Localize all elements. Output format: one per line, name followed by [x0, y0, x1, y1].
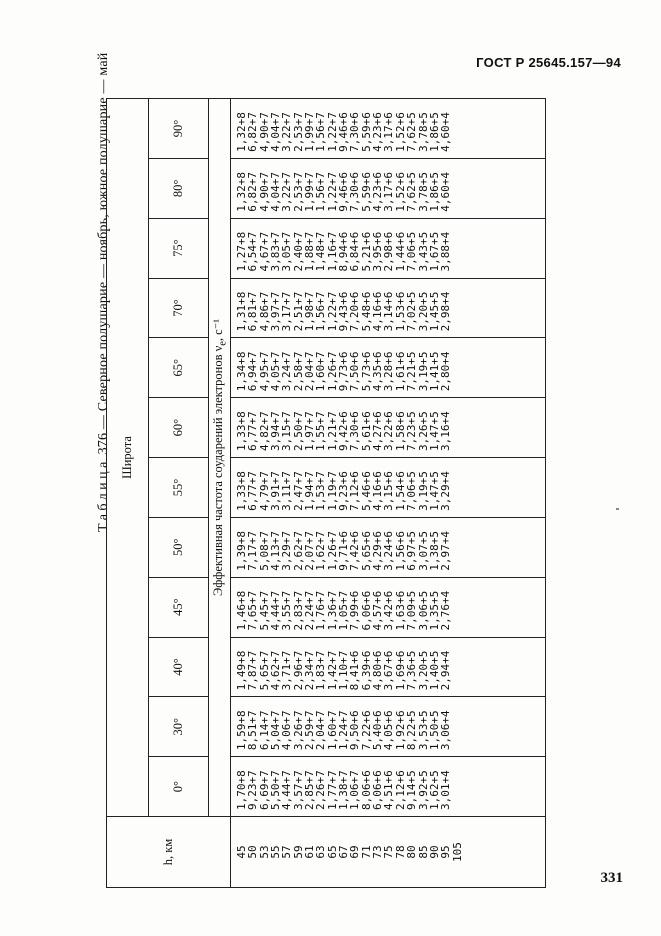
- value-cell: 1,33+8: [235, 471, 248, 511]
- value-cell: 1,05+7: [337, 590, 351, 631]
- value-column: [231, 697, 546, 757]
- value-cell: 3,16+4: [439, 411, 453, 452]
- value-cell: 4,86+7: [257, 291, 271, 332]
- value-cell: 7,17+7: [246, 530, 260, 571]
- value-cell: 3,17+6: [382, 112, 396, 152]
- value-cell: 9,23+7: [246, 770, 260, 810]
- value-cell: 1,41+5: [427, 351, 441, 392]
- value-cell: 2,59+7: [303, 710, 317, 751]
- value-cell: 7,06+5: [405, 471, 419, 511]
- value-cell: 2,50+7: [291, 411, 305, 452]
- subheader-unit: , с⁻¹: [211, 318, 226, 342]
- value-cell: 3,78+5: [416, 112, 430, 152]
- value-cell: 3,26+5: [416, 411, 430, 452]
- value-cell: 2,62+7: [291, 530, 305, 571]
- scan-speck: [616, 508, 619, 510]
- data-table: [106, 98, 546, 888]
- value-cell: 7,23+5: [405, 411, 419, 452]
- value-cell: 5,73+6: [359, 351, 373, 392]
- value-column: [231, 99, 546, 159]
- value-cell: 2,40+7: [291, 231, 305, 272]
- value-cell: 7,06+5: [405, 231, 419, 272]
- value-cell: 8,06+6: [359, 770, 373, 810]
- value-cell: 5,08+7: [257, 530, 271, 571]
- value-cell: 4,57+6: [371, 590, 385, 631]
- value-cell: 5,45+7: [257, 590, 271, 631]
- value-cell: 1,86+5: [427, 112, 441, 152]
- value-cell: 4,04+7: [269, 112, 283, 152]
- value-cell: 1,53+6: [393, 291, 407, 332]
- value-column: [231, 458, 546, 518]
- value-cell: 1,63+6: [393, 590, 407, 631]
- value-cell: 2,58+7: [291, 351, 305, 392]
- value-cell: 3,29+7: [280, 530, 294, 571]
- value-cell: 4,05+7: [269, 351, 283, 392]
- value-cell: 1,99+7: [303, 112, 317, 152]
- value-cell: 1,24+7: [337, 710, 351, 751]
- value-cell: 7,30+6: [348, 171, 362, 212]
- value-cell: 1,38+7: [337, 770, 351, 810]
- value-cell: 3,19+5: [416, 351, 430, 392]
- value-column: [231, 577, 546, 637]
- value-cell: 3,26+7: [291, 710, 305, 751]
- value-cell: 8,41+6: [348, 650, 362, 691]
- value-cell: 3,55+7: [280, 590, 294, 631]
- value-cell: 8,51+7: [246, 710, 260, 751]
- height-column-header: h, км: [107, 817, 231, 888]
- value-cell: 1,47+5: [427, 471, 441, 511]
- value-cell: 7,09+5: [405, 590, 419, 631]
- value-cell: 4,60+4: [439, 112, 453, 152]
- value-cell: 1,36+7: [325, 590, 339, 631]
- value-cell: 3,22+7: [280, 171, 294, 212]
- value-cell: 9,71+6: [337, 530, 351, 571]
- value-cell: 1,45+5: [427, 291, 441, 332]
- value-cell: 4,44+7: [280, 770, 294, 810]
- value-cell: 1,59+8: [235, 710, 248, 751]
- value-cell: 8,22+5: [405, 710, 419, 751]
- value-cell: 4,27+6: [371, 411, 385, 452]
- value-cell: 6,77+7: [246, 471, 260, 511]
- value-cell: 2,47+7: [291, 471, 305, 511]
- value-cell: 1,06+7: [348, 770, 362, 810]
- value-cell: 2,53+7: [291, 171, 305, 212]
- heights-column: 45 50 53 55 57 59 61 63 65 67 69 71 73 75 78 80 85 90 95 105: [231, 817, 546, 888]
- value-cell: 4,80+6: [371, 650, 385, 691]
- value-cell: 3,91+7: [269, 471, 283, 511]
- value-cell: 7,20+6: [348, 291, 362, 332]
- value-cell: 7,21+5: [405, 351, 419, 392]
- value-cell: 1,88+7: [303, 231, 317, 272]
- page-number: 331: [600, 870, 623, 886]
- value-cell: 3,07+5: [416, 530, 430, 571]
- value-cell: 1,83+7: [314, 650, 328, 691]
- value-column: [231, 158, 546, 218]
- value-cell: 7,36+5: [405, 650, 419, 691]
- value-cell: 6,39+6: [359, 650, 373, 691]
- value-cell: 5,48+6: [359, 291, 373, 332]
- value-cell: 3,97+7: [269, 291, 283, 332]
- latitude-header: 40°: [149, 637, 209, 697]
- value-cell: 5,59+6: [359, 112, 373, 152]
- value-cell: 7,62+5: [405, 171, 419, 212]
- value-cell: 1,16+7: [325, 231, 339, 272]
- value-cell: 9,46+6: [337, 112, 351, 152]
- value-cell: 4,05+6: [382, 710, 396, 751]
- value-cell: 3,14+6: [382, 291, 396, 332]
- value-cell: 3,88+4: [439, 231, 453, 272]
- value-cell: 1,26+7: [325, 351, 339, 392]
- latitude-header: 90°: [149, 99, 209, 159]
- value-cell: 4,67+7: [257, 231, 271, 272]
- value-cell: 5,04+7: [269, 710, 283, 751]
- value-cell: 3,42+6: [382, 590, 396, 631]
- value-cell: 1,26+7: [325, 530, 339, 571]
- value-cell: 6,84+6: [348, 231, 362, 272]
- value-cell: 4,60+4: [439, 171, 453, 212]
- value-cell: 7,50+6: [348, 351, 362, 392]
- value-cell: 1,22+7: [325, 112, 339, 152]
- value-cell: 2,26+7: [314, 770, 328, 810]
- value-cell: 7,62+5: [405, 112, 419, 152]
- value-cell: 1,33+8: [235, 411, 248, 452]
- value-cell: 2,85+7: [303, 770, 317, 810]
- value-cell: 6,06+6: [359, 590, 373, 631]
- value-cell: 1,19+7: [325, 471, 339, 511]
- value-cell: 9,42+6: [337, 411, 351, 452]
- value-cell: 3,95+6: [371, 231, 385, 272]
- latitude-header: 55°: [149, 458, 209, 518]
- value-cell: 1,98+7: [303, 291, 317, 332]
- value-cell: 1,32+8: [235, 112, 248, 152]
- value-cell: 1,61+6: [393, 351, 407, 392]
- value-cell: 3,94+7: [269, 411, 283, 452]
- value-cell: 4,29+6: [371, 530, 385, 571]
- value-cell: 1,94+7: [303, 471, 317, 511]
- latitude-header: 60°: [149, 398, 209, 458]
- value-cell: 5,40+6: [371, 710, 385, 751]
- value-cell: 3,11+7: [280, 471, 294, 511]
- value-cell: 5,59+6: [359, 171, 373, 212]
- value-cell: 1,21+7: [325, 411, 339, 452]
- standard-header: ГОСТ Р 25645.157—94: [476, 55, 621, 70]
- subheader-text: Эффективная частота соударений электронов ν: [211, 345, 226, 597]
- value-cell: 9,50+6: [348, 710, 362, 751]
- value-cell: 1,86+5: [427, 171, 441, 212]
- value-cell: 1,52+6: [393, 112, 407, 152]
- value-cell: 1,70+8: [235, 770, 248, 810]
- latitude-header: 65°: [149, 338, 209, 398]
- value-cell: 4,35+6: [371, 351, 385, 392]
- value-cell: 2,53+7: [291, 112, 305, 152]
- value-cell: 3,17+6: [382, 171, 396, 212]
- value-cell: 1,38+5: [427, 530, 441, 571]
- value-cell: 7,30+6: [348, 411, 362, 452]
- value-cell: 9,23+6: [337, 471, 351, 511]
- value-cell: 1,48+7: [314, 231, 328, 272]
- value-cell: 1,67+5: [427, 231, 441, 272]
- value-cell: 1,54+6: [393, 471, 407, 511]
- value-cell: 3,20+5: [416, 650, 430, 691]
- value-cell: 4,23+6: [371, 112, 385, 152]
- value-column: [231, 398, 546, 458]
- value-cell: 4,13+7: [269, 530, 283, 571]
- value-cell: 2,76+4: [439, 590, 453, 631]
- value-cell: 3,19+5: [416, 471, 430, 511]
- value-cell: 3,57+7: [291, 770, 305, 810]
- value-cell: 1,60+7: [314, 351, 328, 392]
- value-cell: 7,65+7: [246, 590, 260, 631]
- value-cell: 3,78+5: [416, 171, 430, 212]
- value-cell: 2,12+6: [393, 770, 407, 810]
- value-cell: 1,77+7: [325, 770, 339, 810]
- value-cell: 1,53+7: [314, 471, 328, 511]
- value-cell: 7,22+6: [359, 710, 373, 751]
- value-cell: 1,97+7: [303, 411, 317, 452]
- caption-prefix: Таблица: [96, 458, 111, 532]
- subheader-subscript: e: [217, 341, 229, 346]
- caption-text: — Северное полушарие — ноябрь, южное полушарие — май: [96, 52, 111, 430]
- value-cell: 3,24+6: [382, 530, 396, 571]
- table-frame: [106, 98, 546, 888]
- table-body-row: [231, 99, 546, 888]
- value-cell: 5,65+7: [257, 650, 271, 691]
- latitude-header-row: [149, 99, 209, 888]
- value-cell: 9,43+6: [337, 291, 351, 332]
- value-cell: 1,92+6: [393, 710, 407, 751]
- value-cell: 4,62+7: [269, 650, 283, 691]
- value-cell: 8,94+6: [337, 231, 351, 272]
- latitude-group-header: Широта: [107, 99, 149, 817]
- value-column: [231, 218, 546, 278]
- value-cell: 1,58+6: [393, 411, 407, 452]
- value-cell: 1,56+7: [314, 171, 328, 212]
- value-cell: 6,82+7: [246, 112, 260, 152]
- value-cell: 3,17+7: [280, 291, 294, 332]
- latitude-header: 45°: [149, 577, 209, 637]
- value-cell: 6,77+7: [246, 411, 260, 452]
- value-cell: 9,46+6: [337, 171, 351, 212]
- value-cell: 1,56+7: [314, 291, 328, 332]
- value-cell: 1,27+8: [235, 231, 248, 272]
- value-cell: 1,47+5: [427, 411, 441, 452]
- value-cell: 1,44+6: [393, 231, 407, 272]
- value-cell: 1,52+6: [393, 171, 407, 212]
- value-column: [231, 278, 546, 338]
- value-cell: 1,49+8: [235, 650, 248, 691]
- value-cell: 6,94+7: [246, 351, 260, 392]
- value-cell: 1,69+6: [393, 650, 407, 691]
- value-cell: 1,62+7: [314, 530, 328, 571]
- value-cell: 7,87+7: [246, 650, 260, 691]
- value-column: [231, 338, 546, 398]
- value-cell: 5,50+7: [269, 770, 283, 810]
- value-cell: 2,24+7: [303, 590, 317, 631]
- value-cell: 1,39+8: [235, 530, 248, 571]
- value-cell: 4,16+6: [371, 291, 385, 332]
- latitude-header: 0°: [149, 757, 209, 817]
- value-cell: 1,22+7: [325, 171, 339, 212]
- latitude-header: 70°: [149, 278, 209, 338]
- value-cell: 7,42+6: [348, 530, 362, 571]
- value-cell: 4,79+7: [257, 471, 271, 511]
- value-cell: 3,06+4: [439, 710, 453, 751]
- value-cell: 2,51+7: [291, 291, 305, 332]
- value-cell: 4,90+7: [257, 171, 271, 212]
- value-cell: 1,62+5: [427, 770, 441, 810]
- value-cell: 6,82+7: [246, 171, 260, 212]
- value-cell: 2,34+7: [303, 650, 317, 691]
- value-cell: 3,01+4: [439, 770, 453, 810]
- value-cell: 6,81+7: [246, 291, 260, 332]
- value-cell: 1,60+7: [325, 710, 339, 751]
- value-cell: 5,46+6: [359, 471, 373, 511]
- value-cell: 5,21+6: [359, 231, 373, 272]
- value-cell: 7,12+6: [348, 471, 362, 511]
- value-cell: 2,83+7: [291, 590, 305, 631]
- value-cell: 2,98+4: [439, 291, 453, 332]
- value-column: [231, 517, 546, 577]
- value-cell: 6,97+5: [405, 530, 419, 571]
- value-cell: 7,30+6: [348, 112, 362, 152]
- value-cell: 3,92+5: [416, 770, 430, 810]
- value-cell: 4,04+7: [269, 171, 283, 212]
- rotated-table-container: [106, 98, 546, 888]
- value-cell: 1,46+8: [235, 590, 248, 631]
- value-cell: 6,06+6: [371, 770, 385, 810]
- value-cell: 3,43+5: [416, 231, 430, 272]
- value-cell: 5,65+6: [359, 530, 373, 571]
- value-cell: 1,35+5: [427, 590, 441, 631]
- value-cell: 3,06+5: [416, 590, 430, 631]
- value-cell: 5,61+6: [359, 411, 373, 452]
- value-cell: 1,42+7: [325, 650, 339, 691]
- value-cell: 1,76+7: [314, 590, 328, 631]
- value-cell: 4,44+7: [269, 590, 283, 631]
- value-cell: 1,50+5: [427, 710, 441, 751]
- value-cell: 4,82+7: [257, 411, 271, 452]
- value-cell: 3,67+6: [382, 650, 396, 691]
- value-cell: 7,99+6: [348, 590, 362, 631]
- value-cell: 2,04+7: [303, 351, 317, 392]
- value-cell: 2,98+6: [382, 231, 396, 272]
- value-cell: 7,02+5: [405, 291, 419, 332]
- quantity-subheader: [209, 99, 231, 817]
- value-cell: 4,90+7: [257, 112, 271, 152]
- value-cell: 2,94+4: [439, 650, 453, 691]
- value-cell: 2,96+7: [291, 650, 305, 691]
- value-cell: 2,97+4: [439, 530, 453, 571]
- value-cell: 1,40+5: [427, 650, 441, 691]
- value-cell: 2,07+7: [303, 530, 317, 571]
- value-cell: 4,95+7: [257, 351, 271, 392]
- value-cell: 3,53+5: [416, 710, 430, 751]
- value-cell: 3,28+6: [382, 351, 396, 392]
- value-cell: 1,56+7: [314, 112, 328, 152]
- value-cell: 3,22+6: [382, 411, 396, 452]
- value-cell: 1,32+8: [235, 171, 248, 212]
- value-cell: 3,05+7: [280, 231, 294, 272]
- value-cell: 4,51+6: [382, 770, 396, 810]
- value-cell: 3,29+4: [439, 471, 453, 511]
- value-cell: 3,20+5: [416, 291, 430, 332]
- latitude-header: 75°: [149, 218, 209, 278]
- value-cell: 3,22+7: [280, 112, 294, 152]
- value-cell: 2,04+7: [314, 710, 328, 751]
- value-cell: 6,54+7: [246, 231, 260, 272]
- value-cell: 9,73+6: [337, 351, 351, 392]
- value-cell: 9,14+5: [405, 770, 419, 810]
- value-cell: 3,83+7: [269, 231, 283, 272]
- value-cell: 1,31+8: [235, 291, 248, 332]
- value-cell: 1,10+7: [337, 650, 351, 691]
- value-column: [231, 637, 546, 697]
- value-cell: 1,56+6: [393, 530, 407, 571]
- value-column: [231, 757, 546, 817]
- value-cell: 1,99+7: [303, 171, 317, 212]
- value-cell: 3,15+7: [280, 411, 294, 452]
- value-cell: 4,16+6: [371, 471, 385, 511]
- value-cell: 3,24+7: [280, 351, 294, 392]
- value-cell: 2,80+4: [439, 351, 453, 392]
- value-cell: 6,14+7: [257, 710, 271, 751]
- value-cell: 4,06+7: [280, 710, 294, 751]
- value-cell: 3,71+7: [280, 650, 294, 691]
- value-cell: 1,55+7: [314, 411, 328, 452]
- value-cell: 3,15+6: [382, 471, 396, 511]
- value-cell: 4,23+6: [371, 171, 385, 212]
- latitude-header: 50°: [149, 517, 209, 577]
- value-cell: 1,22+7: [325, 291, 339, 332]
- latitude-header: 80°: [149, 158, 209, 218]
- value-cell: 6,69+7: [257, 770, 271, 810]
- value-cell: 1,34+8: [235, 351, 248, 392]
- latitude-header: 30°: [149, 697, 209, 757]
- caption-number: 376: [96, 432, 111, 455]
